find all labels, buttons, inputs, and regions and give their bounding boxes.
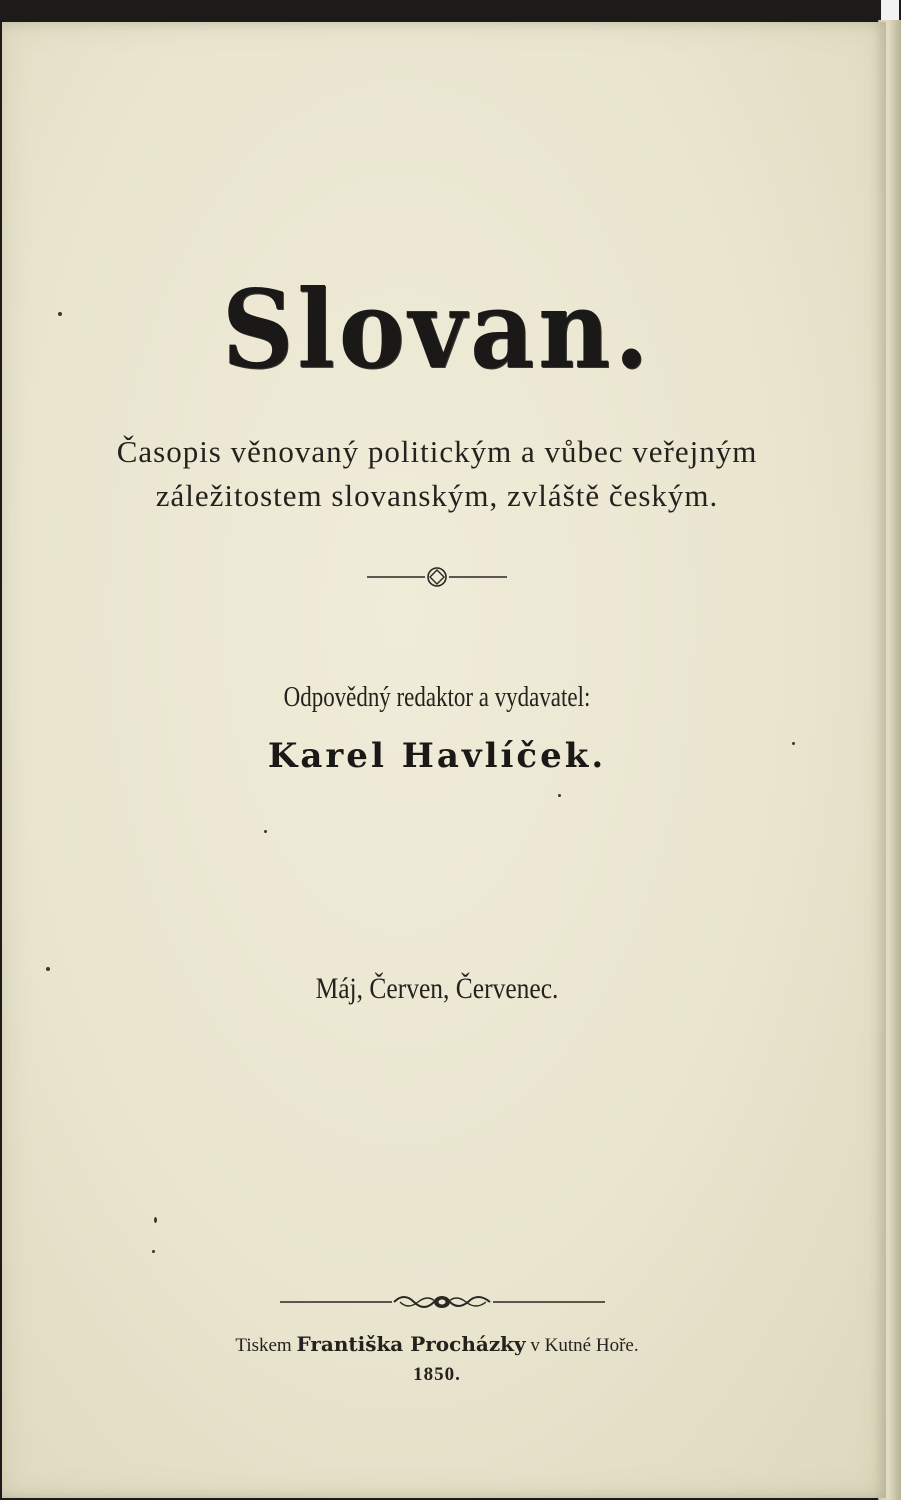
publication-year: 1850. — [413, 1364, 461, 1385]
scroll-ornament-icon — [280, 1290, 605, 1314]
editor-label: Odpovědný redaktor a vydavatel: — [283, 682, 591, 713]
imprint-line — [2, 1332, 872, 1357]
ink-speck — [58, 312, 62, 316]
ink-speck — [558, 794, 561, 797]
editor-name: Karel Havlíček. — [267, 736, 607, 776]
ink-speck — [792, 742, 795, 745]
subtitle-line-1: Časopis věnovaný politickým a vůbec veřejným — [116, 434, 758, 469]
subtitle-line-2: záležitostem slovanským, zvláště českým. — [155, 478, 719, 513]
imprint-suffix: v Kutné Hoře. — [530, 1335, 639, 1356]
ink-speck — [264, 830, 267, 833]
ink-speck — [152, 1250, 155, 1253]
divider-ornament-icon — [367, 566, 507, 588]
scan-corner — [881, 0, 899, 22]
issue-months: Máj, Červen, Červenec. — [315, 972, 559, 1005]
ink-speck — [154, 1217, 157, 1223]
page-content — [2, 22, 886, 1498]
imprint-prefix: Tiskem — [235, 1335, 292, 1356]
journal-title: Slovan. — [221, 267, 653, 393]
ink-speck — [46, 967, 50, 971]
printer-name: Františka Procházky — [296, 1332, 526, 1356]
title-page — [2, 22, 886, 1498]
